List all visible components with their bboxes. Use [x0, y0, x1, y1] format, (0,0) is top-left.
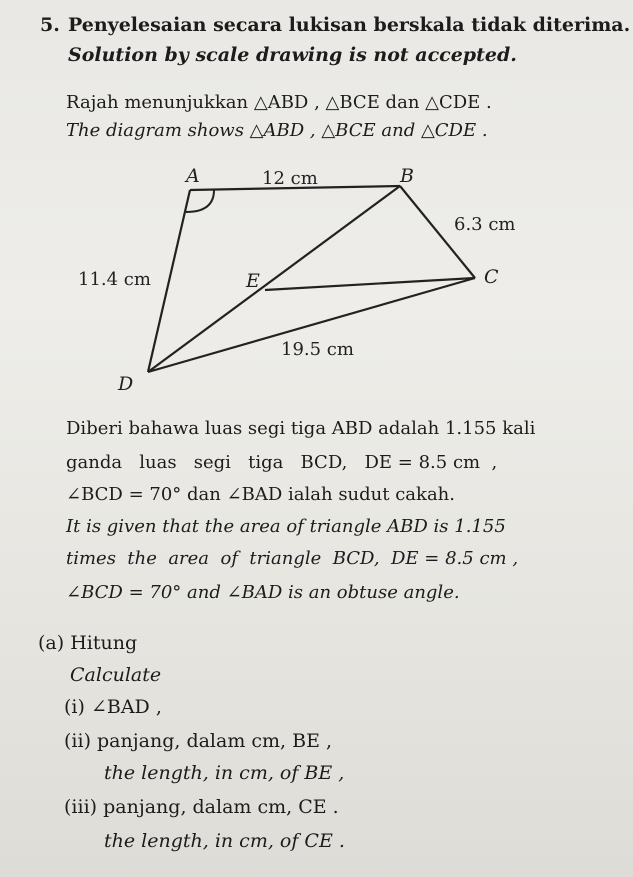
length-ad: 11.4 cm: [78, 269, 151, 290]
label-a: A: [186, 165, 200, 187]
given-english-line-1: It is given that the area of triangle ABD is 1.155: [66, 516, 506, 537]
label-e: E: [246, 270, 260, 292]
length-bc: 6.3 cm: [454, 214, 516, 235]
instruction-malay: Penyelesaian secara lukisan berskala tidak diterima.: [68, 14, 631, 36]
given-malay-line-1: Diberi bahawa luas segi tiga ABD adalah 1.155 kali: [66, 418, 536, 439]
part-a-iii-malay: (iii) panjang, dalam cm, CE .: [64, 796, 339, 818]
part-a-ii-english: the length, in cm, of BE ,: [104, 762, 345, 784]
diagram-intro-malay: Rajah menunjukkan △ABD , △BCE dan △CDE .: [66, 92, 492, 113]
label-d: D: [118, 373, 134, 395]
given-malay-line-2: ganda luas segi tiga BCD, DE = 8.5 cm ,: [66, 452, 498, 473]
given-english-line-3: ∠BCD = 70° and ∠BAD is an obtuse angle.: [66, 582, 460, 603]
geometry-diagram: [0, 150, 633, 400]
length-dc: 19.5 cm: [281, 339, 354, 360]
instruction-english: Solution by scale drawing is not accepted.: [68, 44, 517, 66]
label-b: B: [400, 165, 414, 187]
diagonal-bd: [148, 186, 400, 372]
length-ab: 12 cm: [262, 168, 318, 189]
given-malay-line-3: ∠BCD = 70° dan ∠BAD ialah sudut cakah.: [66, 484, 455, 505]
part-a-i: (i) ∠BAD ,: [64, 696, 162, 718]
diagram-intro-english: The diagram shows △ABD , △BCE and △CDE .: [66, 120, 488, 141]
segment-ec: [265, 278, 475, 290]
label-c: C: [484, 266, 499, 288]
given-english-line-2: times the area of triangle BCD, DE = 8.5 cm ,: [66, 548, 519, 569]
question-number: 5.: [40, 14, 60, 36]
part-a-label-english: Calculate: [70, 664, 162, 686]
part-a-iii-english: the length, in cm, of CE .: [104, 830, 345, 852]
part-a-label: (a) Hitung: [38, 632, 138, 654]
part-a-ii-malay: (ii) panjang, dalam cm, BE ,: [64, 730, 333, 752]
